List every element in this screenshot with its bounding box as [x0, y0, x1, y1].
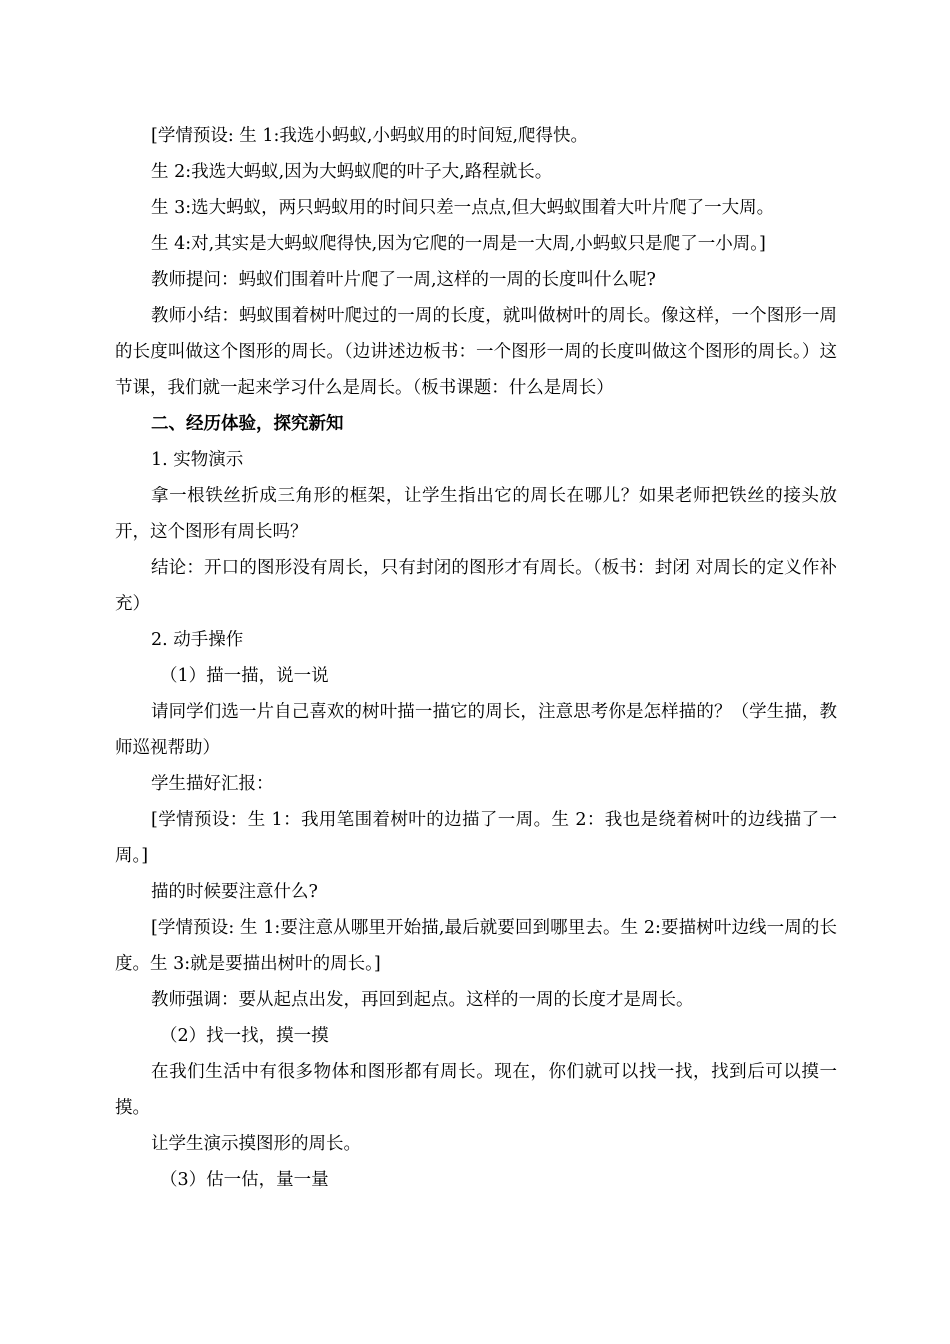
paragraph-wire-demo: 拿一根铁丝折成三角形的框架，让学生指出它的周长在哪儿？如果老师把铁丝的接头放开，这个图形有周长吗？ [115, 486, 837, 542]
sub-heading-1: （1）描一描，说一说 [160, 666, 329, 686]
paragraph-demo-touch: 让学生演示摸图形的周长。 [151, 1134, 361, 1154]
step-heading-1: 1. 实物演示 [151, 450, 244, 470]
paragraph-attention-question: 描的时候要注意什么? [151, 882, 318, 902]
paragraph-teacher-summary: 教师小结：蚂蚁围着树叶爬过的一周的长度，就叫做树叶的周长。像这样，一个图形一周的长度叫做这个图形的周长。（边讲述边板书：一个图形一周的长度叫做这个图形的周长。）这节课，我们就一起来学习什么是周长。（板书课题：什么是周长） [115, 306, 837, 398]
section-heading-2: 二、经历体验，探究新知 [151, 414, 344, 434]
paragraph-trace-task: 请同学们选一片自己喜欢的树叶描一描它的周长，注意思考你是怎样描的？（学生描，教师巡视帮助） [115, 702, 837, 758]
paragraph-teacher-emphasis: 教师强调：要从起点出发，再回到起点。这样的一周的长度才是周长。 [151, 990, 694, 1010]
paragraph-student-4: 生 4:对,其实是大蚂蚁爬得快,因为它爬的一周是一大周,小蚂蚁只是爬了一小周。] [151, 234, 766, 254]
paragraph-find-touch: 在我们生活中有很多物体和图形都有周长。现在，你们就可以找一找，找到后可以摸一摸。 [115, 1062, 837, 1118]
paragraph-presupposition-1: [学情预设: 生 1:我选小蚂蚁,小蚂蚁用的时间短,爬得快。 [151, 126, 589, 146]
paragraph-teacher-question: 教师提问：蚂蚁们围着叶片爬了一周,这样的一周的长度叫什么呢? [151, 270, 656, 290]
paragraph-conclusion: 结论：开口的图形没有周长，只有封闭的图形才有周长。（板书：封闭 对周长的定义作补充） [115, 558, 837, 614]
paragraph-presupposition-2: [学情预设：生 1：我用笔围着树叶的边描了一周。生 2：我也是绕着树叶的边线描了一周。] [115, 810, 837, 866]
paragraph-student-report: 学生描好汇报： [151, 774, 274, 794]
sub-heading-3: （3）估一估，量一量 [160, 1170, 329, 1190]
paragraph-student-2: 生 2:我选大蚂蚁,因为大蚂蚁爬的叶子大,路程就长。 [151, 162, 553, 182]
document-body [115, 118, 837, 1198]
paragraph-presupposition-3: [学情预设: 生 1:要注意从哪里开始描,最后就要回到哪里去。生 2:要描树叶边线一周的长度。生 3:就是要描出树叶的周长。] [115, 918, 837, 974]
paragraph-student-3: 生 3:选大蚂蚁，两只蚂蚁用的时间只差一点点,但大蚂蚁围着大叶片爬了一大周。 [151, 198, 775, 218]
step-heading-2: 2. 动手操作 [151, 630, 244, 650]
sub-heading-2: （2）找一找，摸一摸 [160, 1026, 329, 1046]
